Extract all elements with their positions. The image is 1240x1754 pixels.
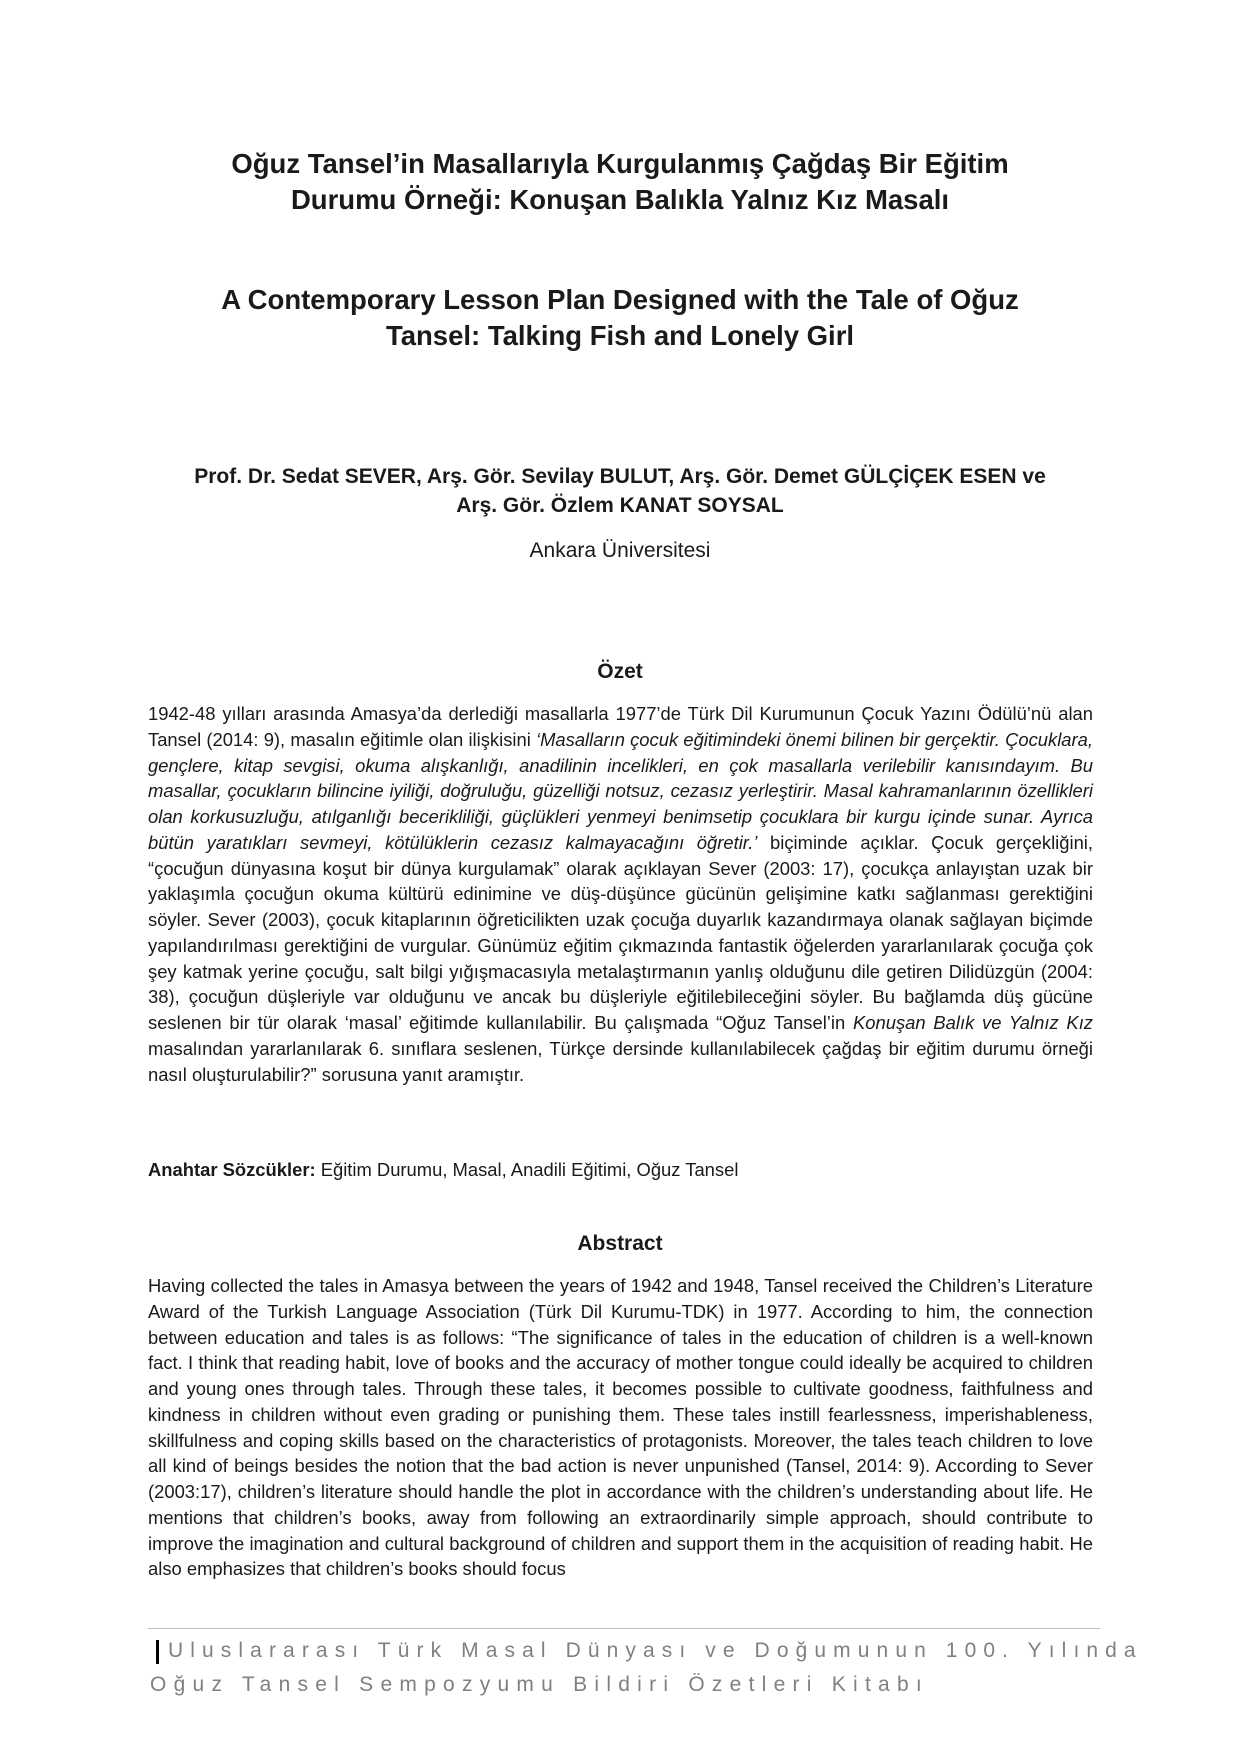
footer-line-2: Oğuz Tansel Sempozyumu Bildiri Özetleri Kitabı [150, 1673, 929, 1696]
ozet-heading: Özet [597, 660, 643, 683]
ozet-text-part-2: biçiminde açıklar. Çocuk gerçekliğini, “çocuğun dünyasına koşut bir dünya kurgulamak” olarak açıklayan Sever (2003: 17), çocukça anlayıştan uzak bir yaklaşımla çocuğun okuma kültürü edinimine ve düş-düşünce gücünün gelişimine katkı sağlanması gerektiğini söyler. Sever (2003), çocuk kitaplarının öğreticilikten uzak çocuğa duyarlık kazandırmaya olanak sağlayan biçimde yapılandırılması gerektiğini de vurgular. Günümüz eğitim çıkmazında fantastik öğelerden yararlanılarak çocuğa çok şey katmak yerine çocuğu, salt bilgi yığışmacasıyla metalaştırmanın yanlış olduğunu dile getiren Dilidüzgün (2004: 38), çocuğun düşleriyle var olduğunu ve ancak bu düşleriyle eğitilebileceğini söyler. Bu bağlamda düş gücüne seslenen bir tür olarak ‘masal’ eğitimde kullanılabilir. Bu çalışmada “Oğuz Tansel’in [148, 831, 1093, 1033]
title-turkish [150, 146, 1090, 218]
keywords [148, 1157, 1093, 1183]
title-english-line-1: A Contemporary Lesson Plan Designed with the Tale of Oğuz [221, 284, 1019, 315]
affiliation: Ankara Üniversitesi [529, 539, 711, 562]
footer-line-1: Uluslararası Türk Masal Dünyası ve Doğumunun 100. Yılında [168, 1639, 1143, 1662]
keywords-value: Eğitim Durumu, Masal, Anadili Eğitimi, Oğuz Tansel [315, 1159, 739, 1180]
abstract-paragraph: Having collected the tales in Amasya between the years of 1942 and 1948, Tansel received the Children’s Literature Award of the Turkish Language Association (Türk Dil Kurumu-TDK) in 1977. According to him, the connection between education and tales is as follows: “The significance of tales in the education of children is a well-known fact. I think that reading habit, love of books and the accuracy of mother tongue could ideally be acquired to children and young ones through tales. Through these tales, it becomes possible to cultivate goodness, faithfulness and kindness in children without even grading or punishing them. These tales instill fearlessness, imperishableness, skillfulness and coping skills based on the characteristics of protagonists. Moreover, the tales teach children to love all kind of beings besides the notion that the bad action is never unpunished (Tansel, 2014: 9). According to Sever (2003:17), children’s literature should handle the plot in accordance with the children’s understanding about life. He mentions that children’s books, away from following an extraordinarily simple approach, should contribute to improve the imagination and cultural background of children and support them in the acquisition of reading habit. He also emphasizes that children’s books should focus [148, 1275, 1093, 1580]
author-list [140, 462, 1100, 520]
ozet-quote: ‘Masalların çocuk eğitimindeki önemi bilinen bir gerçektir. Çocuklara, gençlere, kitap sevgisi, okuma alışkanlığı, anadilinin incelikleri, en çok masallarla verilebilir kanısındayım. Bu masallar, çocukların bilincine iyiliği, doğruluğu, güzelliği notsuz, cezasız yerleştirir. Masal kahramanlarının özellikleri olan korkusuzluğu, atılganlığı becerikliliği, güçlükleri yenmeyi benimsetip çocuklara bir kurgu içinde sunar. Ayrıca bütün yaratıkları sevmeyi, kötülüklerin cezasız kalmayacağını öğretir.’ [148, 728, 1093, 853]
title-turkish-line-1: Oğuz Tansel’in Masallarıyla Kurgulanmış Çağdaş Bir Eğitim [231, 148, 1009, 179]
title-turkish-line-2: Durumu Örneği: Konuşan Balıkla Yalnız Kız Masalı [290, 184, 950, 215]
footer-divider [148, 1628, 1100, 1629]
author-line-2: Arş. Gör. Özlem KANAT SOYSAL [456, 494, 784, 517]
ozet-text-part-1: 1942-48 yılları arasında Amasya’da derlediği masallarla 1977’de Türk Dil Kurumunun Çocuk Yazını Ödülü’nü alan Tansel (2014: 9), masalın eğitimle olan ilişkisini [148, 703, 1093, 750]
ozet-text-part-3: masalından yararlanılarak 6. sınıflara seslenen, Türkçe dersinde kullanılabilecek çağdaş bir eğitim durumu örneği nasıl oluşturulabilir?” sorusuna yanıt aramıştır. [148, 1037, 1093, 1085]
ozet-paragraph [148, 701, 1093, 1087]
ozet-work-title: Konuşan Balık ve Yalnız Kız [853, 1012, 1093, 1033]
keywords-label: Anahtar Sözcükler: [148, 1159, 316, 1180]
abstract-heading: Abstract [577, 1232, 663, 1255]
title-english [150, 282, 1090, 354]
title-english-line-2: Tansel: Talking Fish and Lonely Girl [385, 320, 855, 351]
author-line-1: Prof. Dr. Sedat SEVER, Arş. Gör. Sevilay BULUT, Arş. Gör. Demet GÜLÇİÇEK ESEN ve [194, 465, 1046, 488]
footer-accent-bar [156, 1640, 159, 1664]
